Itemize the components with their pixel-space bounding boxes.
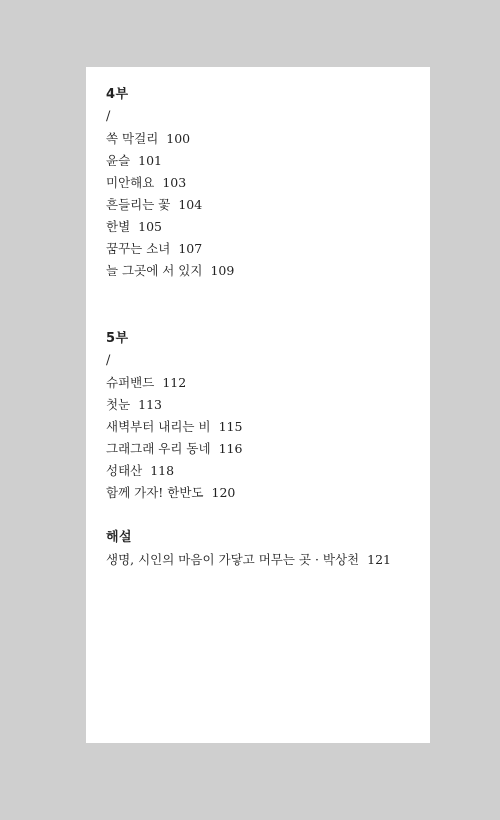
toc-entry-page: 116 <box>218 441 243 456</box>
toc-entry-page: 101 <box>138 153 163 168</box>
toc-entry-page: 105 <box>138 219 163 234</box>
toc-entry-title: 흔들리는 꽃 <box>106 197 171 212</box>
toc-entry <box>106 128 234 150</box>
part-title: 5부 <box>106 331 129 346</box>
toc-entry-title: 생명, 시인의 마음이 가닿고 머무는 곳 · 박상천 <box>106 552 360 567</box>
commentary-section <box>106 527 391 571</box>
toc-entry-page: 104 <box>178 197 203 212</box>
toc-entry <box>106 194 234 216</box>
toc-entry-title: 미안해요 <box>106 175 155 190</box>
toc-entry-title: 그래그래 우리 동네 <box>106 441 211 456</box>
toc-entry-title: 늘 그곳에 서 있지 <box>106 263 203 278</box>
part-5-section <box>106 328 242 504</box>
toc-entry <box>106 372 242 394</box>
toc-entry <box>106 549 391 571</box>
book-page <box>86 67 430 743</box>
toc-entry-page: 109 <box>210 263 235 278</box>
toc-entry-title: 함께 가자! 한반도 <box>106 485 204 500</box>
part-separator: / <box>106 353 111 368</box>
toc-entry-page: 107 <box>178 241 203 256</box>
toc-entry <box>106 482 242 504</box>
toc-entry-title: 첫눈 <box>106 397 131 412</box>
toc-entry-title: 성태산 <box>106 463 143 478</box>
part-4-section <box>106 84 234 282</box>
toc-entry <box>106 438 242 460</box>
toc-entry-page: 100 <box>166 131 191 146</box>
toc-entry-title: 새벽부터 내리는 비 <box>106 419 211 434</box>
part-separator: / <box>106 109 111 124</box>
toc-entry <box>106 460 242 482</box>
toc-entry <box>106 416 242 438</box>
toc-entry-title: 쏙 막걸리 <box>106 131 159 146</box>
toc-entry-page: 113 <box>138 397 163 412</box>
toc-entry-page: 103 <box>162 175 187 190</box>
toc-entry-title: 윤슬 <box>106 153 131 168</box>
toc-entry-title: 한별 <box>106 219 131 234</box>
toc-entry <box>106 238 234 260</box>
toc-entry-page: 112 <box>162 375 187 390</box>
toc-entry-title: 슈퍼밴드 <box>106 375 155 390</box>
toc-entry <box>106 216 234 238</box>
toc-entry-page: 118 <box>150 463 175 478</box>
toc-entry <box>106 172 234 194</box>
toc-entry-page: 120 <box>211 485 236 500</box>
toc-entry <box>106 394 242 416</box>
toc-entry-title: 꿈꾸는 소녀 <box>106 241 171 256</box>
commentary-title: 해설 <box>106 530 133 545</box>
toc-entry-page: 115 <box>218 419 243 434</box>
toc-entry-page: 121 <box>367 552 391 567</box>
toc-entry <box>106 150 234 172</box>
toc-entry <box>106 260 234 282</box>
part-title: 4부 <box>106 87 129 102</box>
